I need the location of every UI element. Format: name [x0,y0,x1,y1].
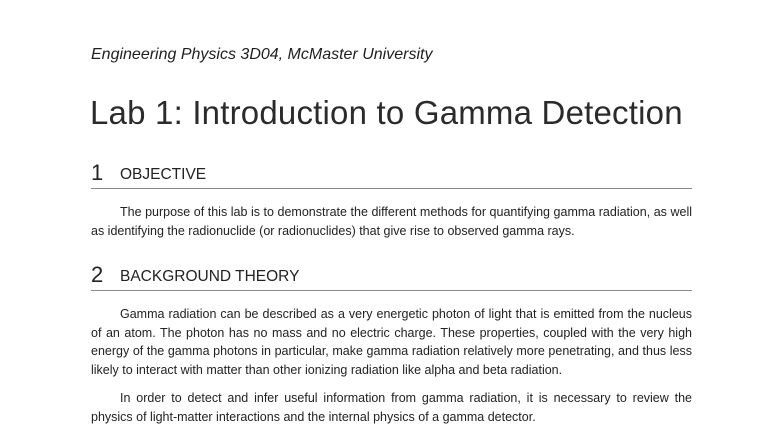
objective-paragraph: The purpose of this lab is to demonstrate the different methods for quantifying gamma radiation, as well as identifying the radionuclide (or radionuclides) that give rise to observed gamma rays. [91,205,692,238]
section-heading-objective [91,160,692,189]
section-title: BACKGROUND THEORY [120,268,300,285]
section-number: 1 [91,160,104,185]
page-title: Lab 1: Introduction to Gamma Detection [90,94,683,131]
background-paragraph-1: Gamma radiation can be described as a very energetic photon of light that is emitted from the nucleus of an atom. The photon has no mass and no electric charge. These properties, coupled with the very high energy of the gamma photons in particular, make gamma radiation relatively more penetrating, and thus less likely to interact with matter than other ionizing radiation like alpha and beta radiation. [91,307,692,377]
background-paragraph-2: In order to detect and infer useful information from gamma radiation, it is necessary to review the physics of light-matter interactions and the internal physics of a gamma detector. [91,391,692,424]
section-title: OBJECTIVE [120,166,207,183]
section-number: 2 [91,262,104,287]
course-header: Engineering Physics 3D04, McMaster University [91,46,433,63]
section-heading-background-theory [91,262,692,291]
